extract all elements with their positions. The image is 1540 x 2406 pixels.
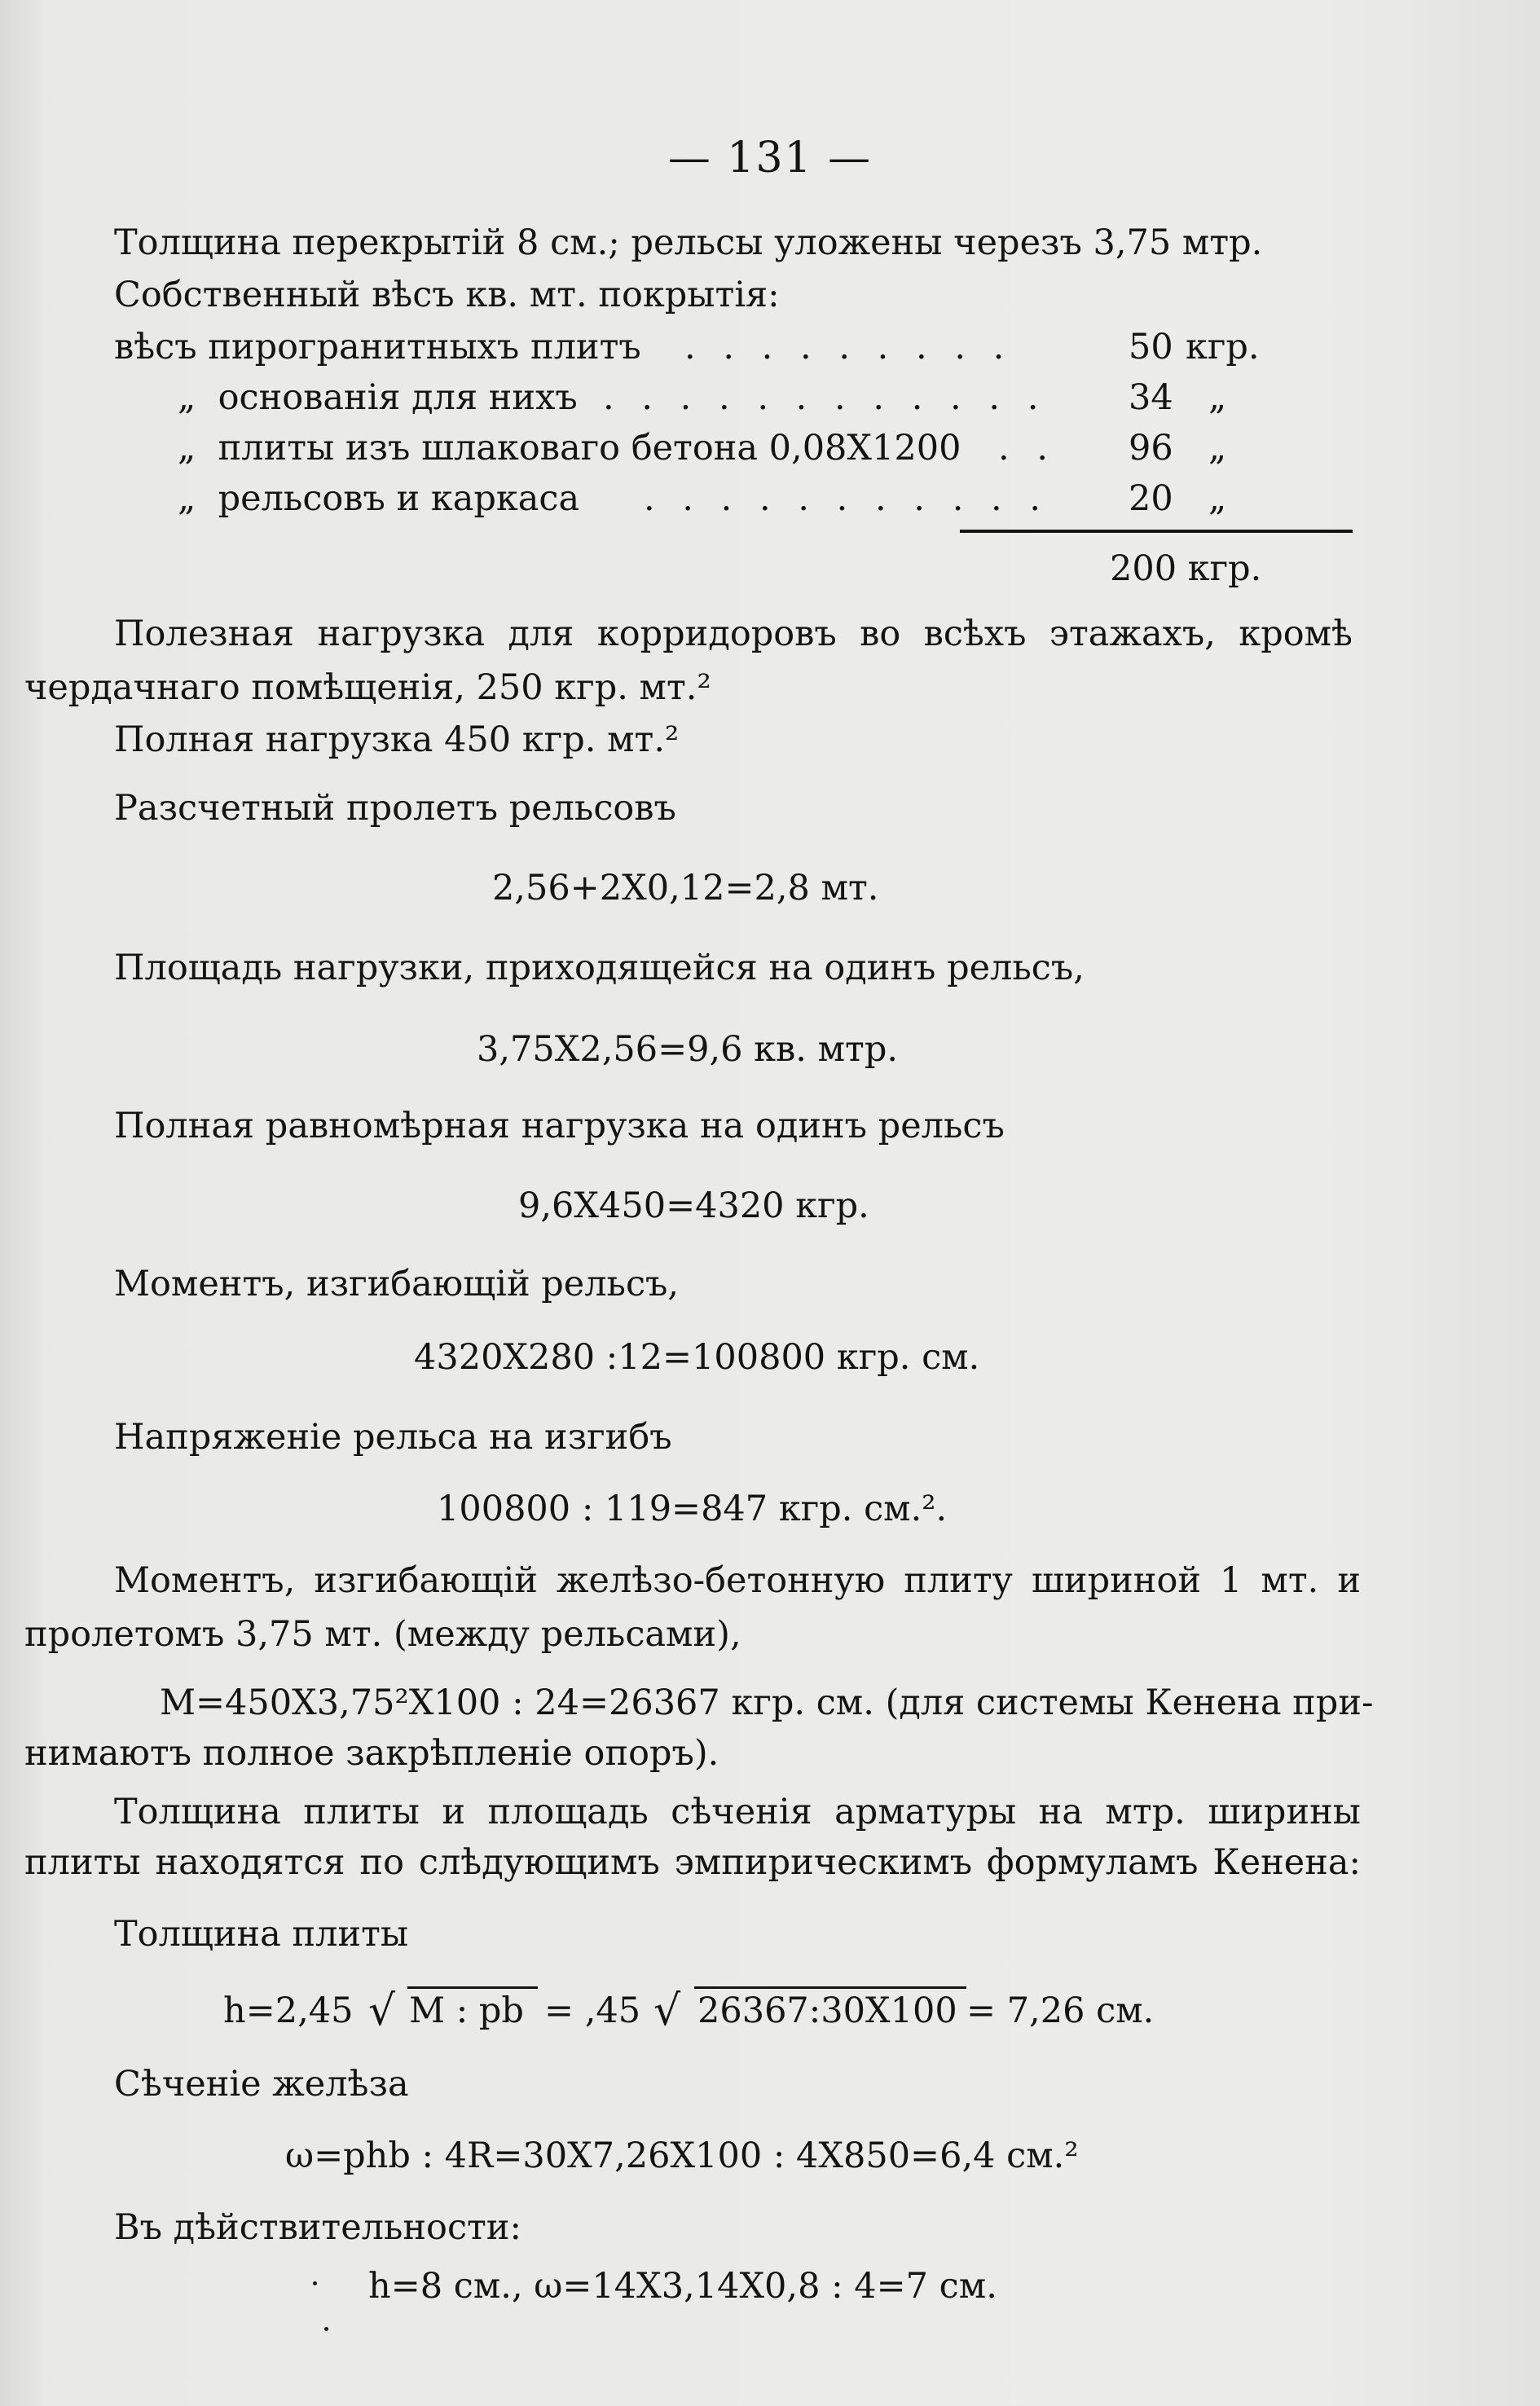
- table-row-label: „ плиты изъ шлаковаго бетона 0,08Х1200: [178, 428, 961, 468]
- text-line: Собственный вѣсъ кв. мт. покрытія:: [114, 275, 780, 315]
- formula: 100800 : 119=847 кгр. см.².: [437, 1489, 948, 1529]
- page-number: — 131 —: [667, 134, 873, 183]
- text-line: Полная равномѣрная нагрузка на одинъ рельсъ: [114, 1106, 1005, 1146]
- table-total: 200 кгр.: [1110, 548, 1262, 589]
- ink-speck: [324, 2327, 328, 2331]
- text-line: М=450Х3,75²Х100 : 24=26367 кгр. см. (для системы Кенена при-: [160, 1682, 1374, 1723]
- formula-part: = ,45: [544, 1990, 641, 2031]
- formula: 4320Х280 :12=100800 кгр. см.: [414, 1337, 980, 1378]
- formula: ω=phb : 4R=30Х7,26Х100 : 4Х850=6,4 см.²: [285, 2135, 1079, 2176]
- text-line: Сѣченіе желѣза: [114, 2064, 409, 2105]
- table-row-label: „ рельсовъ и каркаса: [178, 478, 580, 519]
- table-row-label: „ основанія для нихъ: [178, 377, 578, 418]
- text-line: Полная нагрузка 450 кгр. мт.²: [114, 719, 680, 760]
- formula-part: 26367:30Х100: [697, 1990, 957, 2031]
- text-line: плиты находятся по слѣдующимъ эмпирическимъ формуламъ Кенена:: [24, 1842, 1361, 1883]
- radical-sign: √: [368, 1986, 396, 2035]
- text-line: Толщина плиты и площадь сѣченія арматуры на мтр. ширины: [114, 1792, 1361, 1832]
- formula: 3,75Х2,56=9,6 кв. мтр.: [477, 1029, 899, 1070]
- text-line: Площадь нагрузки, приходящейся на одинъ рельсъ,: [114, 948, 1085, 988]
- table-row-value: 50: [1129, 327, 1173, 367]
- radical-overbar: [694, 1986, 966, 1989]
- table-row-label: вѣсъ пирогранитныхъ плитъ: [114, 327, 641, 367]
- text-line: нимаютъ полное закрѣпленіе опоръ).: [24, 1733, 719, 1774]
- table-row-dots: . . . . . . . . . . .: [644, 478, 1049, 519]
- sum-rule: [960, 530, 1353, 533]
- table-row-dots: . . . . . . . . .: [684, 327, 1013, 367]
- text-line: Полезная нагрузка для корридоровъ во всѣхъ этажахъ, кромѣ: [114, 614, 1353, 654]
- table-row-dots: . .: [998, 428, 1057, 468]
- text-line: Въ дѣйствительности:: [114, 2207, 521, 2248]
- text-line: чердачнаго помѣщенія, 250 кгр. мт.²: [24, 667, 711, 708]
- ink-speck: [313, 2281, 317, 2285]
- formula: 9,6Х450=4320 кгр.: [518, 1185, 869, 1226]
- text-line: Толщина перекрытій 8 см.; рельсы уложены черезъ 3,75 мтр.: [114, 222, 1263, 263]
- table-row-value: 96: [1129, 428, 1173, 468]
- text-line: Толщина плиты: [114, 1914, 409, 1955]
- formula-part: h=2,45: [223, 1990, 354, 2031]
- radical-overbar: [407, 1986, 538, 1989]
- radical-sign: √: [653, 1986, 681, 2035]
- text-line: Моментъ, изгибающій желѣзо-бетонную плиту шириной 1 мт. и: [114, 1560, 1361, 1601]
- text-line: Моментъ, изгибающій рельсъ,: [114, 1264, 680, 1304]
- formula-part: М : pb: [409, 1990, 524, 2031]
- text-line: Разсчетный пролетъ рельсовъ: [114, 788, 676, 829]
- formula-part: = 7,26 см.: [966, 1990, 1155, 2031]
- text-line: пролетомъ 3,75 мт. (между рельсами),: [24, 1614, 741, 1655]
- text-line: Напряженіе рельса на изгибъ: [114, 1417, 672, 1458]
- formula: 2,56+2Х0,12=2,8 мт.: [492, 868, 879, 908]
- table-row-unit: „: [1208, 377, 1227, 418]
- table-row-unit: „: [1208, 428, 1227, 468]
- table-row-dots: . . . . . . . . . . . .: [603, 377, 1047, 418]
- formula: h=8 см., ω=14Х3,14Х0,8 : 4=7 см.: [368, 2266, 997, 2307]
- table-row-value: 34: [1129, 377, 1173, 418]
- table-row-unit: „: [1208, 478, 1227, 519]
- table-row-value: 20: [1129, 478, 1173, 519]
- table-row-unit: кгр.: [1186, 327, 1260, 367]
